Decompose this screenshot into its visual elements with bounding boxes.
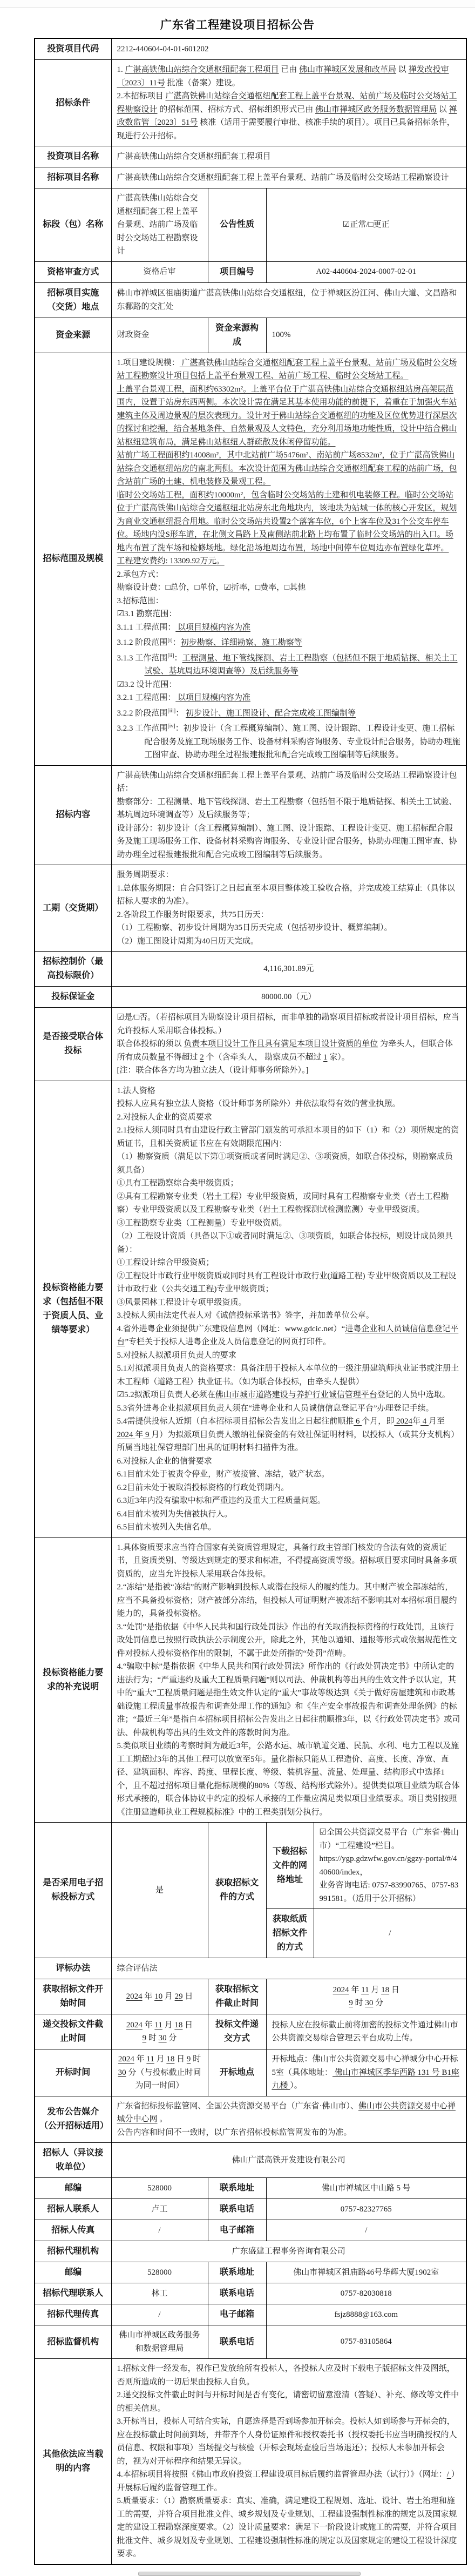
- fax2-value: /: [111, 2304, 208, 2325]
- page-title: 广东省工程建设项目招标公告: [160, 19, 315, 31]
- media-value: 广东省招标投标监管网、全国公共资源交易平台（广东省·佛山市）、佛山市公共资源交易中心禅城分中心网 。 公告内容和时间不一致时，以广东省招标投标监管网发布的为准。: [111, 2096, 466, 2143]
- phone2-label: 联系电话: [208, 2283, 266, 2304]
- contact1-value: 卢工: [111, 2199, 208, 2220]
- funds-ratio-label: 资金来源构成: [208, 318, 266, 353]
- scope-label: 招标范围及规模: [35, 353, 111, 765]
- fax1-label: 招标人传真: [35, 2220, 111, 2241]
- eval-method-label: 评标办法: [35, 1958, 111, 1979]
- section-value: 广湛高铁佛山站综合交通枢纽配套工程上盖平台景观、站前广场及临时公交场站工程勘察设计: [111, 188, 208, 262]
- row-location: [35, 282, 466, 318]
- address2-value: 佛山市禅城区祖庙路46号华辉大厦1902室: [266, 2262, 466, 2283]
- consortium-value: ☑是/□否。（若招标项目为勘察设计项目招标，而非单独的勘察项目招标或者设计项目招标，应当允许投标人采用联合体投标。） 联合体投标的须以 负责本项目设计工作且具有满足本项目设计资质的单位 为牵头人，但联合体所有成员数量不得超过 2 个（含牵头人， 勘察成员不超过 1 家）。 [注：联合体各方均为独立法人（设计师事务所除外）。]: [111, 1008, 466, 1081]
- section-label: 标段（包）名称: [35, 188, 111, 262]
- qualify-notes-label: 投标资格能力要求的补充说明: [35, 1537, 111, 1823]
- announce-nature-label: 公告性质: [208, 188, 266, 262]
- submit-method-label: 投标文件递交方式: [208, 2014, 266, 2049]
- eval-method-value: 综合评估法: [111, 1958, 466, 1979]
- scope-value: 1.项目建设规模： 广湛高铁佛山站综合交通枢纽配套工程上盖平台景观、站前广场及临时公交场站工程勘察设计项目包括上盖平台景观工程、站前广场工程、临时公交场站工程。 上盖平台景观工程，面积约63302m²。上盖平台位于广湛高铁佛山站综合交通枢纽站房高架层范围内，设置于站房东西两侧。本次设计需在满足其基本使用功能的前提下，着重在于加强火车站建筑主体及周边景观的层次表现力。设计对于佛山站综合交通枢纽的功能及区位优势进行深层次的探讨和挖掘，结合基地条件、自然景观及人文特色，充分利用场地功能性质，设计中结合佛山站枢纽建筑布局，满足佛山站枢纽人群疏散及休闲停留功能。 站前广场工程面积约14008m²，其中北站前广场5476m²、南站前广场8532m²，位于广湛高铁佛山站综合交通枢纽站房的南北两侧。本次设计范围为佛山站综合交通枢纽配套工程的站前广场，包含站前广场的土建、机电装修及景观工程。 临时公交场站工程，面积约10000m²，包含临时公交场站的土建和机电装修工程。临时公交场站位于广湛高铁佛山站综合交通枢纽北站房东北角地块内，该地块为站城一体的核心开发区，规划为商业交通枢纽混合用地。临时公交场站共设置2个落客车位，6个上客车位及31个公交车停车位。场地内设S形车道，在北侧文昌路上及南侧站前北路上均布置了临时公交场站的出入口。场地内布置了洗车场和检修场地。绿化沿场地周边布置，场地中间停车位周边亦布置绿化草坪。 工程建安费约: 13309.92万元。 2.承包方式： 勘察设计费：□总价，□单价，☑折率，□费率，□其他 3.招标范围： ☑3.1 勘察范围： 3.1.1 工程范围： 以项目规模内容为准 3.1.2 阶段范围[i]：初步勘察、详细勘察、施工勘察等 3.1.3 工作范围[ii]：工程测量、地下管线探测、岩土工程勘察（包括但不限于地质钻探、相关土工试验、基坑周边环境调查等）及后续服务等 ☑3.2 设计范围： 3.2.1 工程范围： 以项目规模内容为准 3.2.2 阶段范围[iii]： 初步设计、施工图设计、配合完成竣工图编制等 3.2.3 工作范围[iv]：初步设计（含工程概算编制）、施工图、设计跟踪、工程设计变更、施工招标配合服务及施工现场服务工作、设备材料采购咨询服务、专业设计配合服务，协助办理施工图审查、协助办理全过程报建报批和配合完成竣工图编制等后续服务。: [111, 353, 466, 765]
- row-tenderer-fax: [35, 2220, 466, 2241]
- row-content: [35, 765, 466, 865]
- row-period: [35, 865, 466, 952]
- phone1-label: 联系电话: [208, 2199, 266, 2220]
- download-url-value: ☑全国公共资源交易平台（广东省·佛山市）“工程建设”栏目。 https://ygp.gdzwfw.gov.cn/ggzy-portal/#/440600/index， 业务咨询电话: 0757-83990765、0757-83991581。（适用于公开招标）: [314, 1823, 466, 1909]
- deposit-value: 80000.00（元）: [111, 987, 466, 1008]
- paper-method-label: 获取纸质招标文件的方式: [266, 1909, 314, 1958]
- row-qual-method: [35, 261, 466, 282]
- invest-name-value: 广湛高铁佛山站综合交通枢纽配套工程项目: [111, 146, 466, 167]
- download-url-label: 下载招标文件的网络地址: [266, 1823, 314, 1909]
- row-qualify-notes: [35, 1537, 466, 1823]
- agency-label: 招标代理机构: [35, 2241, 111, 2262]
- submit-deadline-value: 2024 年 11 月 18 日 9 时 30 分: [111, 2014, 208, 2049]
- row-funds: [35, 318, 466, 353]
- invest-code-value: 2212-440604-04-01-601202: [111, 38, 466, 60]
- row-electronic: [35, 1823, 466, 1909]
- location-value: 佛山市禅城区祖庙街道广湛高铁佛山站综合交通枢纽，位于禅城区汾江河、佛山大道、文昌路和东鄱路的交汇处: [111, 282, 466, 318]
- row-media: [35, 2096, 466, 2143]
- project-no-label: 项目编号: [208, 261, 266, 282]
- others-value: 1.招标文件一经发布，视作已发放给所有投标人，各投标人应及时下载电子版招标文件及图纸，否则所造成的一切后果由投标人自负。 2.递交投标文件截止时间与开标时间是否有变化，请密切留意澄清（答疑）、补充、修改等文件中的相关信息。 3.开标当日，投标人可结合实际，自愿选择是否到场参加开标会。投标人如到场参与开标会的，应在投标截止时间前到场，并带齐个人身份证原件和授权委托书（授权委托书应当明确授权的人员信息、权限和事项）当场提交与核验（开标会现场查验后当场退还）；投标人未参加开标会的，视为对开标程序和结果无异议。 4.本招标项目将按照《佛山市政府投资工程建设项目标后履约监督管理办法（试行）》（网址：/ ）开展标后履约监督管理工作。 5.质量要求：（1）勘察质量要求：真实、准确，满足建设工程规划、选址、设计、岩土治理和施工的需要，并符合项目批准文件、城乡规划及专业规划、工程建设强制性标准的规定以及国家规定的建设工程勘察深度要求。（2）设计质量要求：满足下一阶段设计或施工的需要，并符合项目批准文件、城乡规划及专业规划、工程建设强制性标准的规定以及国家规定的建设工程设计深度要求。: [111, 2359, 466, 2565]
- ceiling-label: 招标控制价（最高投标限价）: [35, 952, 111, 987]
- open-place-label: 开标地点: [208, 2049, 266, 2096]
- phone1-value: 0757-82327765: [266, 2199, 466, 2220]
- tender-announcement-table: [34, 38, 467, 2565]
- row-agency: [35, 2241, 466, 2262]
- row-supervisor: [35, 2325, 466, 2359]
- submit-method-value: 投标人应在投标截止前将加密的投标文件通过佛山市公共资源交易综合管理云平台成功上传。: [266, 2014, 466, 2049]
- content-label: 招标内容: [35, 765, 111, 865]
- obtain-start-value: 2024 年 10 月 29 日: [111, 1979, 208, 2014]
- project-no-value: A02-440604-2024-0007-02-01: [266, 261, 466, 282]
- qualify-label: 投标资格能力要求（包括但不限于资质人员、业绩等要求）: [35, 1081, 111, 1537]
- address2-label: 联系地址: [208, 2262, 266, 2283]
- postcode1-value: 528000: [111, 2178, 208, 2199]
- others-label: 其他依法应当载明的内容: [35, 2359, 111, 2565]
- content-value: 广湛高铁佛山站综合交通枢纽配套工程上盖平台景观、站前广场及临时公交场站工程勘察设计包括： 勘察部分：工程测量、地下管线探测、岩土工程勘察（包括但不限于地质钻探、相关土工试验、基坑周边环境调查等）及后续服务等； 设计部分：初步设计（含工程概算编制）、施工图、设计跟踪、工程设计变更、施工招标配合服务及施工现场服务工作、设备材料采购咨询服务、专业设计配合服务，协助办理施工图审查、协助办理全过程报建报批和配合完成竣工图编制等后续服务。: [111, 765, 466, 865]
- row-deposit: [35, 987, 466, 1008]
- paper-method-value: /: [314, 1909, 466, 1958]
- fax2-label: 招标代理传真: [35, 2304, 111, 2325]
- contact1-label: 招标人联系人: [35, 2199, 111, 2220]
- row-project-name: [35, 167, 466, 188]
- address1-value: 佛山市禅城区中山路 5 号: [266, 2178, 466, 2199]
- row-agency-postcode: [35, 2262, 466, 2283]
- open-place-value: 开标地点：佛山市公共资源交易中心禅城分中心开标5室（具体地址： 佛山市禅城区季华西路 131 号 B1座九楼 ）。: [266, 2049, 466, 2096]
- project-name-label: 招标项目名称: [35, 167, 111, 188]
- funds-label: 资金来源: [35, 318, 111, 353]
- qual-method-value: 资格后审: [111, 261, 208, 282]
- row-conditions: [35, 60, 466, 146]
- horizontal-scrollbar[interactable]: [138, 2572, 361, 2576]
- conditions-value: 1. 广湛高铁佛山站综合交通枢纽配套工程项目 已由 佛山市禅城区发展和改革局 以 禅发改投审〔2023〕11号 批准（备案）建设。 2.本招标项目 广湛高铁佛山站综合交通枢纽配套工程上盖平台景观、站前广场及临时公交场站工程勘察设计 的招标范围、招标方式、招标组织形式已由 佛山市禅城区政务服务数据管理局 以 禅政数监管〔2023〕51号 核准（适用于需要履行审批、核准手续的项目）。项目已具备招标条件，现进行公开招标。: [111, 60, 466, 146]
- submit-deadline-label: 递交投标文件截止时间: [35, 2014, 111, 2049]
- obtain-start-label: 获取招标文件开始时间: [35, 1979, 111, 2014]
- row-agency-fax: [35, 2304, 466, 2325]
- phone2-value: 0757-82030818: [266, 2283, 466, 2304]
- row-tenderer: [35, 2143, 466, 2178]
- email2-label: 电子邮箱: [208, 2304, 266, 2325]
- fax1-value: /: [111, 2220, 208, 2241]
- supervisor-phone-label: 联系电话: [208, 2325, 266, 2359]
- address1-label: 联系地址: [208, 2178, 266, 2199]
- consortium-label: 是否接受联合体投标: [35, 1008, 111, 1081]
- qual-method-label: 资格审查方式: [35, 261, 111, 282]
- qualify-notes-value: 1.具体资质要求应当符合国家有关资质管理规定，具备行政主管部门核发的合法有效的资质证书，且资质类别、等级达到规定的要求和标准，不得提高资质等级。招标项目要求同时具备多项资质的，应当允许投标人采用联合体投标。 2.“冻结”是指被“冻结”的财产影响到投标人或潜在投标人的履约能力。其中财产被全部冻结的，应当不具备投标资格；财产被部分冻结，但投标人可证明财产被冻结不影响其对本招标项目履约能力的，具备投标资格。 3.“处罚”是指依据《中华人民共和国行政处罚法》作出的有关取消投标资格的行政处罚，且该行政处罚信息已按照行政执法公示制度公开，除此之外，其他以通知、通报等形式或依据规范性文件对投标人投标资格作出的限制，不属于此处所指的“处罚”范畴。 4.“骗取中标”是指依据《中华人民共和国行政处罚法》所作出的《行政处罚决定书》中所认定的违法行为；“严重违约及重大工程质量问题”则以司法、仲裁机构等出具的生效文件予以认定，其中的“重大”工程质量问题是指生效文件认定的“重大”事故等级达到《关于做好房屋建筑和市政基础设施工程质量事故报告和调查处理工作的通知》和《生产安全事故报告和调查处理条例》的标准；“最近三年”是指自本招标项目招标公告发出之日起往前顺推3年，以《行政处罚决定书》或司法、仲裁机构等出具的生效文件的落款时间为准。 5.类似项目业绩的考察时间为最近3年，公路水运、城市轨道交通、民航、水利、电力工程以及施工工期超过3年的其他工程可以放宽至5年。量化指标只能从工程造价、高度、长度、净宽、直径、建筑面积、库容、跨度、里程长度、等级、装机容量、流量、处理量、结构形式中选择1个，且不超过招标项目量化指标规模的80%（等级、结构形式除外）。提供类似项目业绩为联合体形式承接的，联合体协议中约定的投标人承接的工作量应满足类似项目业绩要求。项目类别按照《注册建造师执业工程规模标准》中的工程类别划分执行。: [111, 1537, 466, 1823]
- supervisor-value: 佛山市禅城区政务服务和数据管理局: [111, 2325, 208, 2359]
- postcode2-value: 528000: [111, 2262, 208, 2283]
- period-value: 服务周期要求： 1.总体服务期限：自合同签订之日起直至本项目整体竣工验收合格，并完成竣工结算止（具体以招标人要求的为准）。 2.各阶段工作服务时限要求，共75日历天： （1）工程勘察、初步设计周期为35日历天完成（包括初步设计、概算编制）。 （2）施工图设计周期为40日历天完成。: [111, 865, 466, 952]
- tenderer-value: 佛山广湛高铁开发建设有限公司: [111, 2143, 466, 2178]
- supervisor-phone-value: 0757-83105864: [266, 2325, 466, 2359]
- row-scope: [35, 353, 466, 765]
- row-ceiling: [35, 952, 466, 987]
- row-qualify: [35, 1081, 466, 1537]
- email1-value: /: [266, 2220, 466, 2241]
- row-agency-contact: [35, 2283, 466, 2304]
- row-eval-method: [35, 1958, 466, 1979]
- email2-value: fsjz8888@163.com: [266, 2304, 466, 2325]
- announce-nature-value: ☑正常/□更正: [266, 188, 466, 262]
- row-tenderer-contact: [35, 2199, 466, 2220]
- contact2-value: 林工: [111, 2283, 208, 2304]
- row-section: [35, 188, 466, 262]
- email1-label: 电子邮箱: [208, 2220, 266, 2241]
- supervisor-label: 招标监督机构: [35, 2325, 111, 2359]
- electronic-label: 是否采用电子招标投标方式: [35, 1823, 111, 1958]
- funds-value: 财政资金: [111, 318, 208, 353]
- period-label: 工期（交货期）: [35, 865, 111, 952]
- deposit-label: 投标保证金: [35, 987, 111, 1008]
- row-obtain-times: [35, 1979, 466, 2014]
- row-opening: [35, 2049, 466, 2096]
- open-time-label: 开标时间: [35, 2049, 111, 2096]
- contact2-label: 招标代理联系人: [35, 2283, 111, 2304]
- obtain-end-value: 2024 年 11 月 18 日 9 时 30 分: [266, 1979, 466, 2014]
- tenderer-label: 招标人（异议接收单位）: [35, 2143, 111, 2178]
- qualify-value: 1.法人资格 投标人应具有独立法人资格（设计师事务所除外）并依法取得有效的营业执照。 2.对投标人企业的资质要求 2.1投标人须同时具有由建设行政主管部门颁发的可承担本项目的如下（1）和（2）项所规定的资质证书，且相关资质证书应在有效期限范围内： （1）勘察资质（满足以下第①项资质或者同时满足②、③项资质，如联合体投标，则勘察成员须具备） ①具有工程勘察综合类甲级资质； ②具有工程勘察专业类（岩土工程）专业甲级资质，或同时具有工程勘察专业类（岩土工程勘察）专业甲级资质以及工程勘察专业类（岩土工程物探测试检测监测）专业甲级资质。 ③工程勘察专业类（工程测量）专业甲级资质。 （2）工程设计资质（具备以下①或者同时满足②、③项资质，如联合体投标，则设计成员须具备）： ①工程设计综合甲级资质； ②工程设计市政行业甲级资质或同时具有工程设计市政行业(道路工程) 专业甲级资质以及工程设计市政行业（公共交通工程)专业甲级资质； ③风景园林工程设计专项甲级资质。 3.投标人须由法定代表人对《诚信投标承诺书》签字，并加盖单位公章。 4.省外进粤企业须提供广东建设信息网（网址：www.gdcic.net）“进粤企业和人员诚信信息登记平台”专栏关于投标人进粤企业及人员信息登记的网页打印件。 5.对投标人拟派项目负责人的要求 5.1对拟派项目负责人的资格要求：具备注册于投标人本单位的一级注册建筑师执业证书或注册土木工程师（道路工程）执业证书。（如为联合体投标，由牵头人提供） ☑5.2拟派项目负责人必须在佛山市城市道路建设与养护行业诚信管理平台登记的人员中选取。 5.3省外进粤企业拟派项目负责人须在“进粤企业和人员诚信信息登记平台”办理登记手续。 5.4需提供投标人近期（自本招标项目招标公告发出之日起往前顺推 6 个月，即 2024年 4 月至 2024 年 9 月）为拟派项目负责人缴纳社保资金的有效社保证明材料，以投标人（或其分支机构）所属当地社保管理部门出具的证明材料扫描件为准。 6.对投标人企业的信誉要求 6.1目前未处于被责令停业，财产被接管、冻结，破产状态。 6.2目前未处于被取消投标资格的行政处罚期内。 6.3近3年内没有骗取中标和严重违约及重大工程质量问题。 6.4目前未被列为失信被执行人。 6.5目前未被列入失信名单。: [111, 1081, 466, 1537]
- obtain-method-label: 获取招标文件的方式: [208, 1823, 266, 1958]
- row-consortium: [35, 1008, 466, 1081]
- invest-name-label: 投资项目名称: [35, 146, 111, 167]
- postcode2-label: 邮编: [35, 2262, 111, 2283]
- invest-code-label: 投资项目代码: [35, 38, 111, 60]
- row-invest-code: [35, 38, 466, 60]
- row-others: [35, 2359, 466, 2565]
- open-time-value: 2024 年 11 月 18 日 9 时 30 分（与投标截止时间为同一时间）: [111, 2049, 208, 2096]
- funds-ratio-value: 100%: [266, 318, 466, 353]
- ceiling-value: 4,116,301.89元: [111, 952, 466, 987]
- electronic-value: 是: [111, 1823, 208, 1958]
- agency-value: 广东盛建工程事务咨询有限公司: [111, 2241, 466, 2262]
- row-tenderer-postcode: [35, 2178, 466, 2199]
- obtain-end-label: 获取招标文件截止时间: [208, 1979, 266, 2014]
- page-top-strip: [0, 0, 475, 8]
- media-label: 发布公告媒介（公开招标适用）: [35, 2096, 111, 2143]
- location-label: 招标项目实施（交货）地点: [35, 282, 111, 318]
- row-submit: [35, 2014, 466, 2049]
- conditions-label: 招标条件: [35, 60, 111, 146]
- postcode1-label: 邮编: [35, 2178, 111, 2199]
- project-name-value: 广湛高铁佛山站综合交通枢纽配套工程上盖平台景观、站前广场及临时公交场站工程勘察设计: [111, 167, 466, 188]
- row-invest-name: [35, 146, 466, 167]
